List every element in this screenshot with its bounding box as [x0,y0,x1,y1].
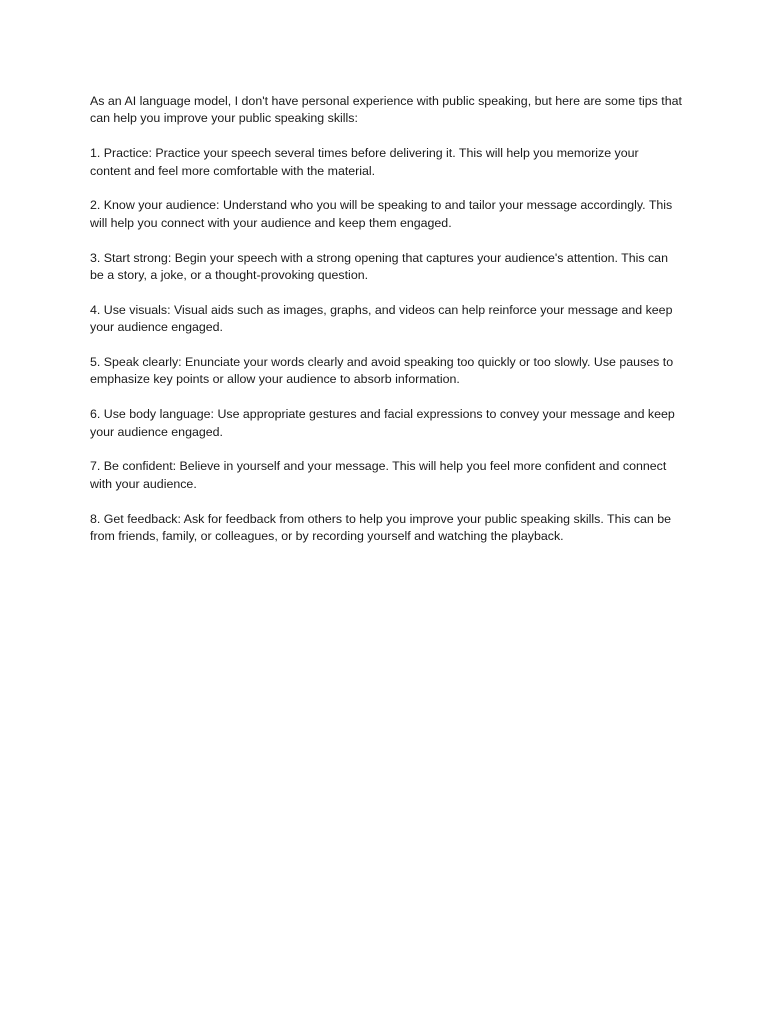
tip-get-feedback: 8. Get feedback: Ask for feedback from others to help you improve your public speaking skills. This can be from friends, family, or colleagues, or by recording yourself and watching the playback. [90,511,672,544]
intro-paragraph: As an AI language model, I don't have personal experience with public speaking, but here are some tips that can help you improve your public speaking skills: [90,94,682,126]
tip-start-strong: 3. Start strong: Begin your speech with a strong opening that captures your audience's attention. This can be a story, a joke, or a thought-provoking question. [90,250,668,283]
tip-practice: 1. Practice: Practice your speech several times before delivering it. This will help you memorize your content and feel more comfortable with the material. [90,146,639,178]
tip-know-audience: 2. Know your audience: Understand who you will be speaking to and tailor your message accordingly. This will help you connect with your audience and keep them engaged. [90,198,673,230]
tip-use-visuals: 4. Use visuals: Visual aids such as images, graphs, and videos can help reinforce your message and keep your audience engaged. [90,302,673,335]
tip-speak-clearly: 5. Speak clearly: Enunciate your words clearly and avoid speaking too quickly or too slowly. Use pauses to emphasize key points or allow your audience to absorb information. [90,355,674,387]
tip-body-language: 6. Use body language: Use appropriate gestures and facial expressions to convey your message and keep your audience engaged. [90,407,675,439]
document-body [90,93,682,563]
tip-be-confident: 7. Be confident: Believe in yourself and your message. This will help you feel more confident and connect with your audience. [90,459,667,491]
